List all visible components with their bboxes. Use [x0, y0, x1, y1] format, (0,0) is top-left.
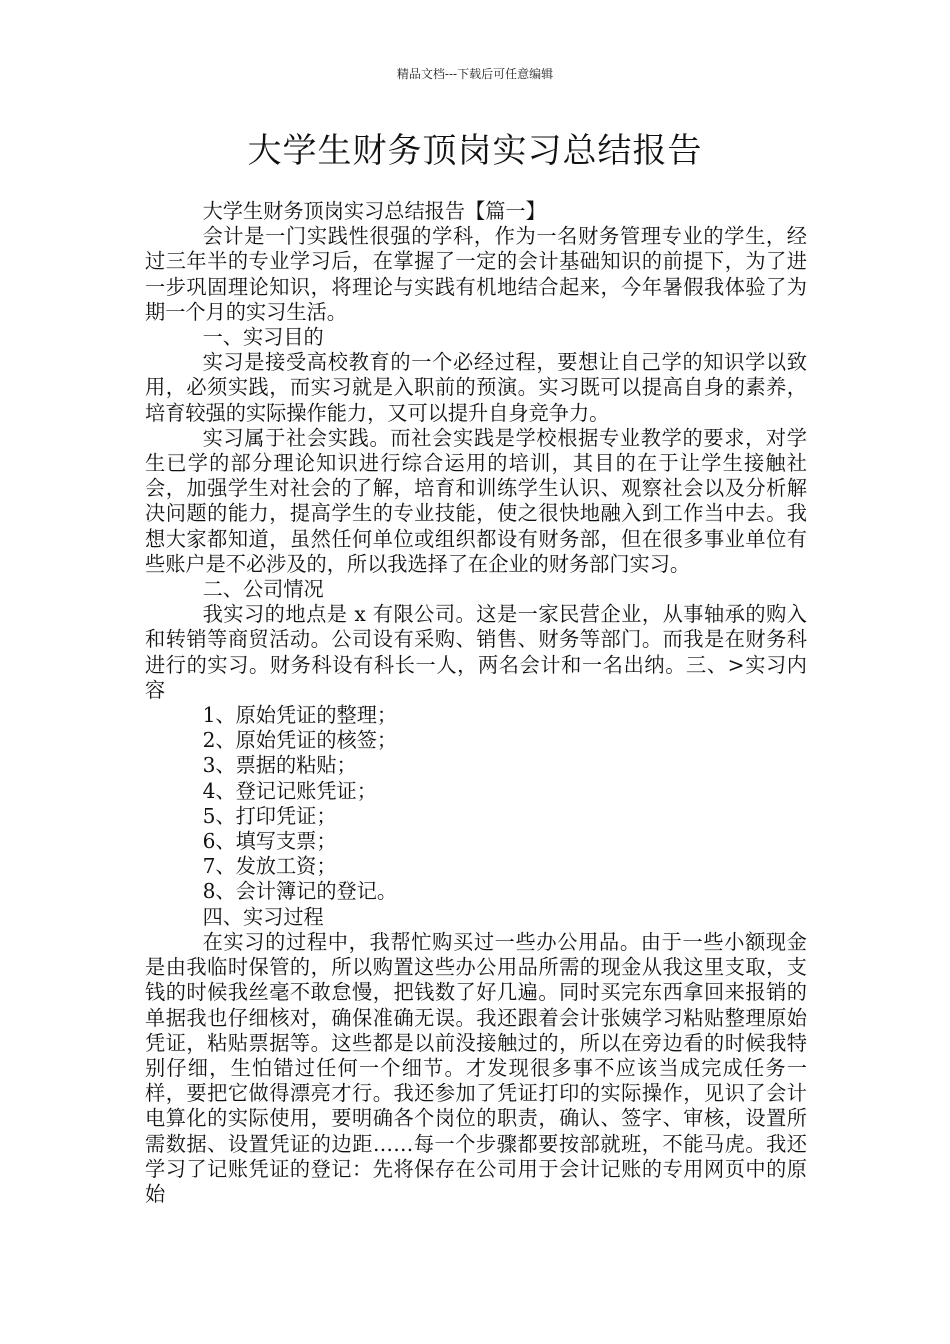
section-heading: 大学生财务顶岗实习总结报告【篇一】 — [202, 199, 546, 223]
section-heading: 二、公司情况 — [202, 577, 324, 602]
list-item: 8、会计簿记的登记。 — [202, 879, 398, 904]
paragraph: 实习属于社会实践。而社会实践是学校根据专业教学的要求，对学生已学的部分理论知识进行综合运用的培训，其目的在于让学生接触社会，加强学生对社会的了解，培育和训练学生认识、观察社会以及分析解决问题的能力，提高学生的专业技能，使之很快地融入到工作当中去。我想大家都知道，虽然任何单位或组织都设有财务部，但在很多事业单位有些账户是不必涉及的，所以我选择了在企业的财务部门实习。 — [145, 425, 807, 576]
document-body — [145, 199, 807, 1207]
section-heading: 一、实习目的 — [202, 325, 324, 350]
list-item: 4、登记记账凭证； — [202, 778, 377, 803]
page-header: 精品文档---下载后可任意编辑 — [396, 67, 554, 81]
paragraph: 实习是接受高校教育的一个必经过程，要想让自己学的知识学以致用，必须实践，而实习就是入职前的预演。实习既可以提高自身的素养，培育较强的实际操作能力，又可以提升自身竞争力。 — [145, 350, 807, 425]
paragraph: 会计是一门实践性很强的学科，作为一名财务管理专业的学生，经过三年半的专业学习后，在掌握了一定的会计基础知识的前提下，为了进一步巩固理论知识，将理论与实践有机地结合起来，今年暑假我体验了为期一个月的实习生活。 — [145, 224, 807, 324]
list-item: 1、原始凭证的整理； — [202, 703, 398, 728]
list-item: 5、打印凭证； — [202, 803, 337, 828]
list-item: 6、填写支票； — [202, 829, 337, 854]
list-item: 2、原始凭证的核签； — [202, 728, 398, 753]
list-item: 3、票据的粘贴； — [202, 753, 357, 778]
paragraph: 我实习的地点是 x 有限公司。这是一家民营企业，从事轴承的购入和转销等商贸活动。公司设有采购、销售、财务等部门。而我是在财务科进行的实习。财务科设有科长一人，两名会计和一名出纳。三、>实习内容 — [145, 602, 807, 702]
section-heading: 四、实习过程 — [202, 904, 324, 929]
paragraph: 在实习的过程中，我帮忙购买过一些办公用品。由于一些小额现金是由我临时保管的，所以购置这些办公用品所需的现金从我这里支取，支钱的时候我丝毫不敢怠慢，把钱数了好几遍。同时买完东西拿回来报销的单据我也仔细核对，确保准确无误。我还跟着会计张姨学习粘贴整理原始凭证，粘贴票据等。这些都是以前没接触过的，所以在旁边看的时候我特别仔细，生怕错过任何一个细节。才发现很多事不应该当成完成任务一样，要把它做得漂亮才行。我还参加了凭证打印的实际操作，见识了会计电算化的实际使用，要明确各个岗位的职责，确认、签字、审核，设置所需数据、设置凭证的边距……每一个步骤都要按部就班，不能马虎。我还学习了记账凭证的登记：先将保存在公司用于会计记账的专用网页中的原始 — [145, 929, 807, 1206]
list-item: 7、发放工资； — [202, 854, 337, 879]
document-title: 大学生财务顶岗实习总结报告 — [247, 131, 703, 171]
